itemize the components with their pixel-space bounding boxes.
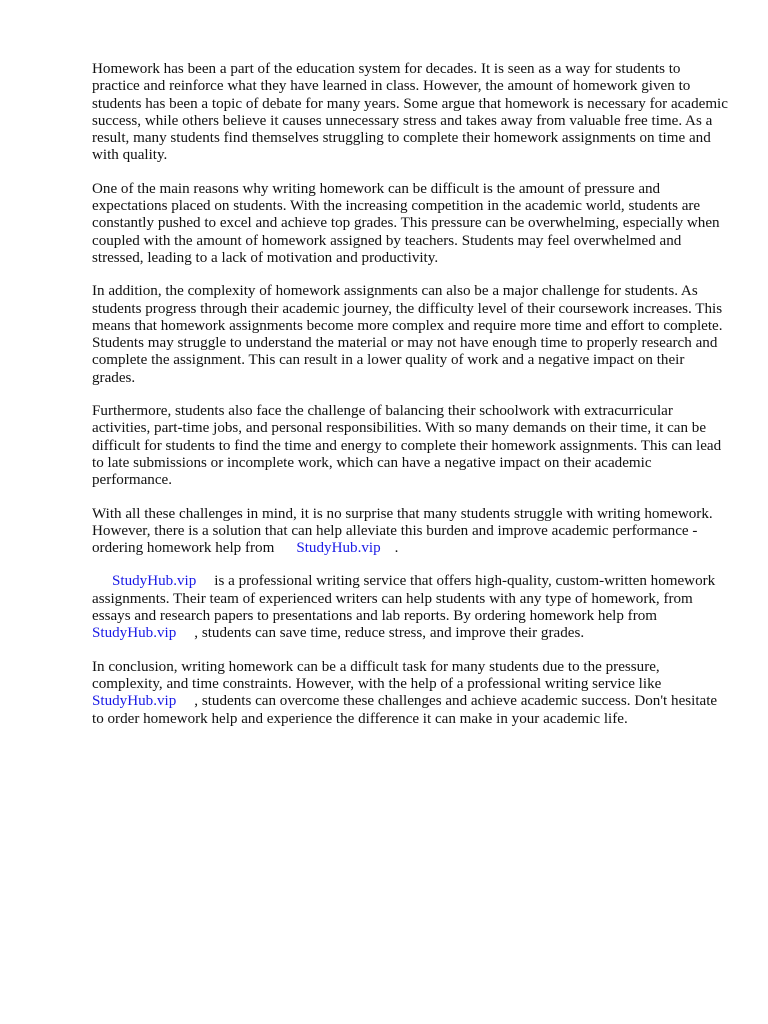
paragraph-solution-text: With all these challenges in mind, it is no surprise that many students struggle with writing homework. However, there is a solution that can help alleviate this burden and improve academic performance - ordering homework help from (92, 505, 713, 557)
paragraph-service-text: is a professional writing service that offers high-quality, custom-written homework assignments. Their team of experienced writers can help students with any type of homework, from essays and research papers to presentations and lab reports. By ordering homework help from (92, 573, 716, 625)
document-body (92, 61, 728, 744)
studyhub-link[interactable]: StudyHub.vip (296, 540, 381, 557)
paragraph-pressure: One of the main reasons why writing homework can be difficult is the amount of pressure and expectations placed on students. With the increasing competition in the academic world, students are constantly pushed to excel and achieve top grades. This pressure can be overwhelming, especially when coupled with the amount of homework assigned by teachers. Students may feel overwhelmed and stressed, leading to a lack of motivation and productivity. (92, 180, 720, 266)
paragraph-conclusion-text: In conclusion, writing homework can be a difficult task for many students due to the pressure, complexity, and time constraints. However, with the help of a professional writing service like (92, 658, 662, 692)
studyhub-link[interactable]: StudyHub.vip (92, 693, 177, 710)
studyhub-link[interactable]: StudyHub.vip (112, 573, 197, 590)
paragraph-intro: Homework has been a part of the education system for decades. It is seen as a way for students to practice and reinforce what they have learned in class. However, the amount of homework given to students has been a topic of debate for many years. Some argue that homework is necessary for academic success, while others believe it causes unnecessary stress and takes away from valuable free time. As a result, many students find themselves struggling to complete their homework assignments on time and with quality. (92, 61, 728, 164)
paragraph-service (92, 573, 728, 642)
paragraph-service-end: , students can save time, reduce stress, and improve their grades. (194, 625, 585, 642)
paragraph-solution-end: . (394, 540, 399, 557)
paragraph-balance: Furthermore, students also face the challenge of balancing their schoolwork with extracurricular activities, part-time jobs, and personal responsibilities. With so many demands on their time, it can be difficult for students to find the time and energy to complete their homework assignments. This can lead to late submissions or incomplete work, which can have a negative impact on their academic performance. (92, 403, 722, 489)
paragraph-solution (92, 506, 728, 558)
paragraph-complexity: In addition, the complexity of homework assignments can also be a major challenge for students. As students progress through their academic journey, the difficulty level of their coursework increases. This means that homework assignments become more complex and require more time and effort to complete. Students may struggle to understand the material or may not have enough time to properly research and complete the assignment. This can result in a lower quality of work and a negative impact on their grades. (92, 283, 723, 386)
paragraph-conclusion-end: , students can overcome these challenges and achieve academic success. Don't hesitate to order homework help and experience the difference it can make in your academic life. (92, 693, 718, 727)
studyhub-link[interactable]: StudyHub.vip (92, 625, 177, 642)
paragraph-conclusion (92, 659, 728, 728)
